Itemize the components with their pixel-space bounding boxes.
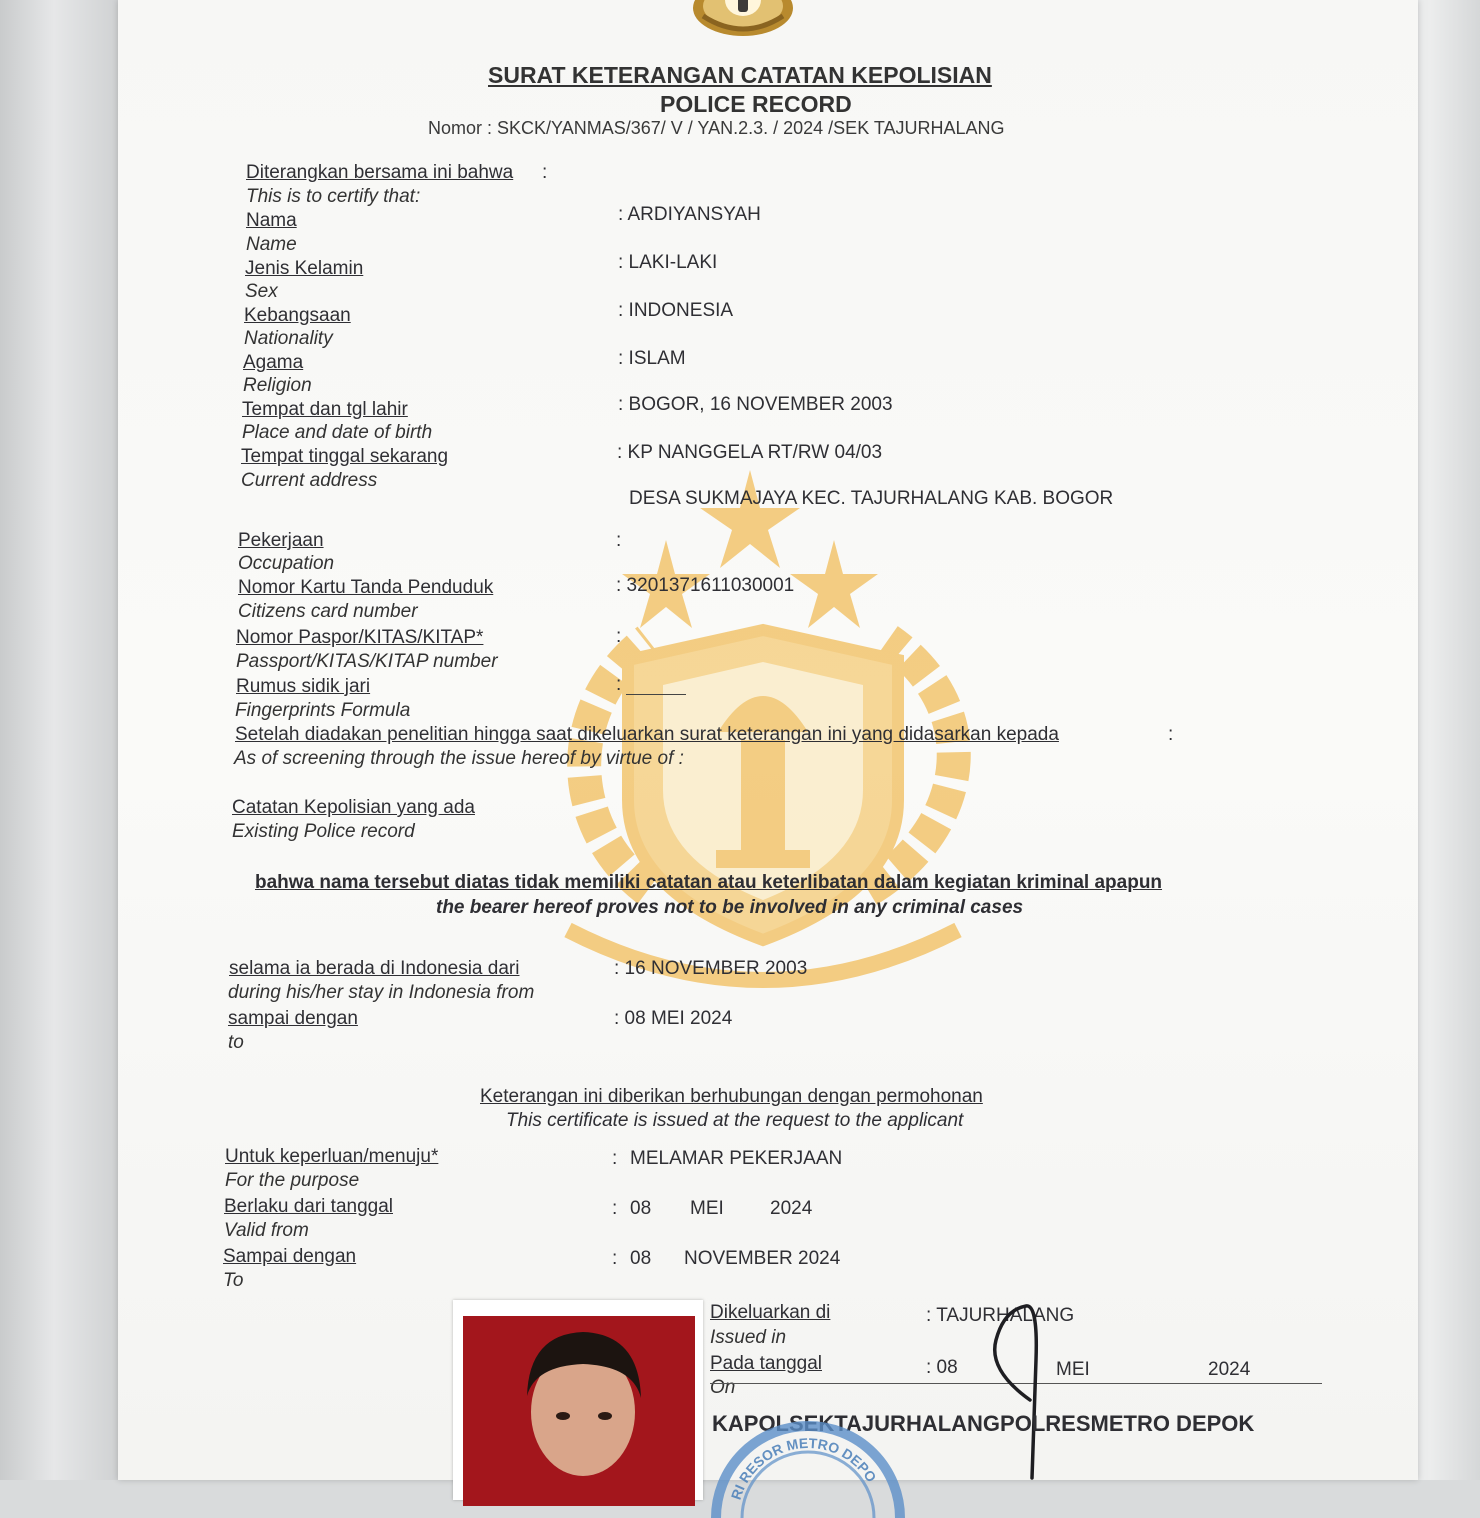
document-paper — [118, 0, 1418, 1502]
field-value: : — [616, 674, 622, 695]
purpose-label: Untuk keperluan/menuju* — [225, 1146, 439, 1167]
stay-to-label: sampai dengan — [228, 1008, 358, 1029]
official-stamp-icon — [708, 1408, 908, 1518]
applicant-portrait-icon — [463, 1316, 695, 1506]
field-label: Rumus sidik jari — [236, 676, 371, 697]
fingerprint-blank-line — [626, 694, 686, 695]
field-value: : INDONESIA — [618, 300, 734, 321]
field-label-en: Place and date of birth — [242, 422, 433, 443]
stay-from-label-en: during his/her stay in Indonesia from — [228, 982, 535, 1003]
field-label: Agama — [243, 352, 304, 373]
field-value: : BOGOR, 16 NOVEMBER 2003 — [618, 394, 893, 415]
record-label: Catatan Kepolisian yang ada — [232, 797, 475, 818]
issue-date-label: Pada tanggal — [710, 1353, 822, 1374]
record-label-en: Existing Police record — [232, 821, 415, 842]
valid-to-label: Sampai dengan — [223, 1246, 357, 1267]
purpose-value: MELAMAR PEKERJAAN — [630, 1148, 843, 1169]
field-label: Jenis Kelamin — [245, 258, 364, 279]
field-value: : — [616, 530, 622, 551]
field-value: : ARDIYANSYAH — [618, 204, 761, 225]
intro-label: Diterangkan bersama ini bahwa — [246, 162, 514, 183]
field-label-en: Occupation — [238, 553, 335, 574]
valid-from-colon: : — [612, 1198, 618, 1219]
clearance-statement-en: the bearer hereof proves not to be involved in any criminal cases — [436, 897, 1024, 918]
screening-colon: : — [1168, 724, 1174, 745]
police-emblem-icon — [683, 0, 803, 44]
stay-to-label-en: to — [228, 1032, 244, 1053]
valid-from-day: 08 — [630, 1198, 652, 1219]
field-label: Nomor Kartu Tanda Penduduk — [238, 577, 494, 598]
field-label: Kebangsaan — [244, 305, 351, 326]
field-label-en: Passport/KITAS/KITAP number — [236, 651, 498, 672]
purpose-label-en: For the purpose — [225, 1170, 360, 1191]
field-label-en: Religion — [243, 375, 312, 396]
issued-in-label-en: Issued in — [710, 1327, 787, 1348]
intro-colon: : — [542, 162, 548, 183]
field-label: Nomor Paspor/KITAS/KITAP* — [236, 627, 484, 648]
field-label: Nama — [246, 210, 297, 231]
valid-to-day: 08 — [630, 1248, 652, 1269]
valid-from-label-en: Valid from — [224, 1220, 309, 1241]
field-label-en: Sex — [245, 281, 278, 302]
issue-date-year: 2024 — [1208, 1359, 1251, 1380]
field-value: : ISLAM — [618, 348, 686, 369]
backdrop-left — [0, 0, 120, 1480]
stay-to-value: : 08 MEI 2024 — [614, 1008, 733, 1029]
issue-date-month: MEI — [1056, 1359, 1090, 1380]
field-value: : LAKI-LAKI — [618, 252, 718, 273]
valid-from-year: 2024 — [770, 1198, 813, 1219]
issued-in-value: : TAJURHALANG — [926, 1305, 1075, 1326]
field-label-en: Current address — [241, 470, 378, 491]
issuing-office: KAPOLSEKTAJURHALANGPOLRESMETRO DEPOK — [712, 1411, 1255, 1436]
valid-to-monthyear: NOVEMBER 2024 — [684, 1248, 841, 1269]
stay-from-label: selama ia berada di Indonesia dari — [229, 958, 520, 979]
field-label-en: Nationality — [244, 328, 333, 349]
request-statement-en: This certificate is issued at the request to the applicant — [506, 1110, 964, 1131]
clearance-statement: bahwa nama tersebut diatas tidak memiliki catatan atau keterlibatan dalam kegiatan kriminal apapun — [255, 872, 1163, 893]
valid-from-label: Berlaku dari tanggal — [224, 1196, 393, 1217]
document-number: Nomor : SKCK/YANMAS/367/ V / YAN.2.3. / 2024 /SEK TAJURHALANG — [428, 118, 1005, 138]
intro-label-en: This is to certify that: — [246, 186, 421, 207]
screening-label-en: As of screening through the issue hereof by virtue of : — [234, 748, 684, 769]
issued-in-label: Dikeluarkan di — [710, 1302, 831, 1323]
request-statement: Keterangan ini diberikan berhubungan dengan permohonan — [480, 1086, 983, 1107]
field-value: : 3201371611030001 — [616, 575, 795, 596]
valid-to-colon: : — [612, 1248, 618, 1269]
field-label: Tempat tinggal sekarang — [241, 446, 449, 467]
svg-text:RI RESOR METRO DEPO: RI RESOR METRO DEPO — [727, 1434, 880, 1502]
issue-date-day: : 08 — [926, 1357, 958, 1378]
issue-date-label-en: On — [710, 1377, 736, 1398]
document-title: SURAT KETERANGAN CATATAN KEPOLISIAN — [488, 62, 992, 88]
applicant-photo — [453, 1300, 703, 1500]
valid-from-month: MEI — [690, 1198, 724, 1219]
field-label-en: Citizens card number — [238, 601, 418, 622]
purpose-colon: : — [612, 1148, 618, 1169]
screening-label: Setelah diadakan penelitian hingga saat dikeluarkan surat keterangan ini yang didasarkan kepada — [235, 724, 1059, 745]
field-label-en: Name — [246, 234, 297, 255]
field-label-en: Fingerprints Formula — [235, 700, 411, 721]
handwritten-signature-icon — [968, 1300, 1088, 1480]
field-label: Tempat dan tgl lahir — [242, 399, 408, 420]
field-value: : — [616, 626, 622, 647]
stay-from-value: : 16 NOVEMBER 2003 — [614, 958, 808, 979]
field-label: Pekerjaan — [238, 530, 324, 551]
address-line-2: DESA SUKMAJAYA KEC. TAJURHALANG KAB. BOGOR — [629, 488, 1114, 509]
valid-to-label-en: To — [223, 1270, 244, 1291]
document-subtitle: POLICE RECORD — [660, 91, 852, 117]
field-value: : KP NANGGELA RT/RW 04/03 — [617, 442, 883, 463]
